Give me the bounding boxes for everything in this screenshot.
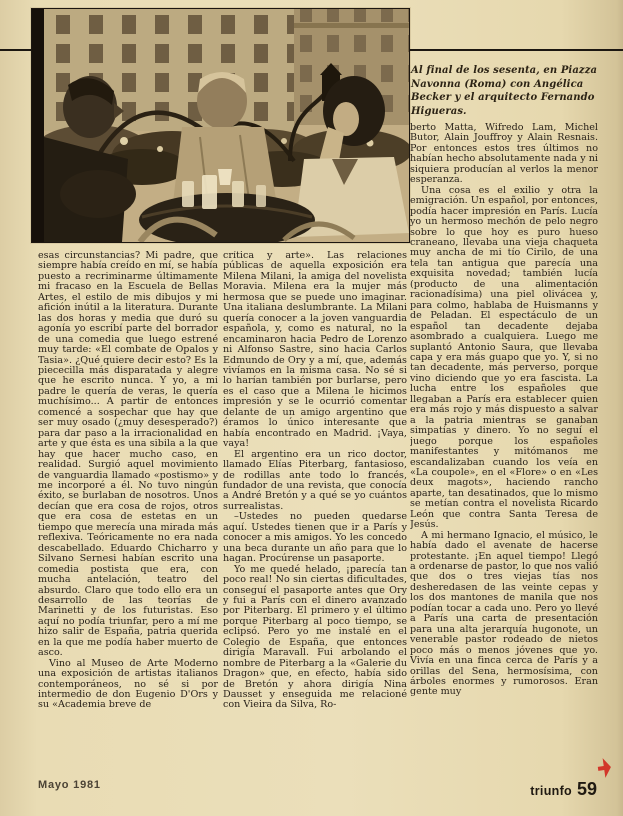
paragraph: crítica y arte». Las relaciones públicas de aquella exposición era Milena Milani, la amiga del novelista Moravia. Milena era la mujer más hermosa que se puede uno imaginar. Una italiana deslumbrante. La Milani quería conocer a la joven vanguardia española, y, como es natural, no la encaminaron hacia Pedro de Lorenzo ni Alfonso Sastre, sino hacia Carlos Edmundo de Ory y a mí, que, además vivíamos en la misma casa. No sé si lo harían también por burlarse, pero es el caso que a Milena le hicimos impresión y se le ocurrió comentar delante de un amigo argentino que éramos lo único interesante que había encontrado en Madrid. ¡Vaya, vaya!: [223, 251, 407, 450]
paragraph: Yo me quedé helado, ¡parecía tan poco real! No sin ciertas dificultades, conseguí el pasaporte antes que Ory y fui a París con el dinero avanzado por Piterbarg. El primero y el último porque Piterbarg al poco tiempo, se eclipsó. Pero yo me instalé en el Colegio de España, que entonces dirigía Maravall. Fui arbolando el nombre de Piterbarg a la «Galerie du Dragon» que, en efecto, había sido de Bretón y ahora dirigía Nina Dausset y enseguida me relacioné con Vieira da Silva, Ro-: [223, 563, 407, 711]
article-column-3: [410, 123, 598, 777]
page-number: 59: [576, 779, 597, 799]
paragraph: berto Matta, Wifredo Lam, Michel Butor, Alain Jouffroy y Alain Resnais. Por entonces estos tres últimos no habían hecho absolutamente nada y ni siquiera producían al verlos la menor esperanza.: [410, 123, 598, 186]
paragraph: –Ustedes no pueden quedarse aquí. Ustedes tienen que ir a París y conocer a mis amigos. Yo les concedo una beca durante un año para que lo hagan. Procúrense un pasaporte.: [223, 511, 407, 565]
paragraph: Vino al Museo de Arte Moderno una exposición de artistas italianos contemporáneos, no sé si por intermedio de don Eugenio D'Ors y su «Academia breve de: [38, 657, 218, 711]
paragraph: A mi hermano Ignacio, el músico, le había dado el avenate de hacerse protestante. ¡En aquel tiempo! Llegó a ordenarse de pastor, lo que nos valió que dos o tres viejas tías nos desheredasen de las veinte cepas y los dos mantones de manila que nos podían tocar a cada uno. Pero yo llevé a París una carta de presentación para una alta jerarquía hugonote, un venerable pastor rodeado de nietos poco más o menos jóvenes que yo. Vivía en una finca cerca de París y a orillas del Sena, hermosísima, con árboles enormes y rumorosos. Eran gente muy: [410, 529, 598, 698]
issue-date: Mayo 1981: [38, 779, 101, 791]
magazine-name: triunfo: [530, 784, 572, 798]
article-column-1: [38, 251, 218, 771]
photo-edge-bar: [32, 9, 44, 242]
photo-caption: Al final de los sesenta, en Piazza Navonna (Roma) con Angélica Becker y el arquitecto Fernando Higueras.: [411, 65, 598, 117]
paragraph: El argentino era un rico doctor, llamado Elías Piterbarg, fantasioso, de rodillas ante todo lo francés, fundador de una revista, que conocía a André Bretón y a qué se yo cuántos surrealistas.: [223, 448, 407, 512]
paragraph: Una cosa es el exilio y otra la emigración. Un español, por entonces, podía hacer impresión en París. Lucía yo un hermoso mechón de pelo negro sobre lo que hoy es puro hueso craneano, llevaba una vieja chaqueta muy ancha de mi tío Cirilo, de una tela tan antigua que parecía una exquisita novedad; también lucía (producto de una alimentación racionadísima) una piel olivácea y, para colmo, hablaba de Huismanns y de Peladan. El espectáculo de un español tan decadente dejaba asombrado a cualquiera. Luego me suplantó Antonio Saura, que llevaba capa y era más guapo que yo. Y, si no tan decadente, más perverso, porque vino diciendo que yo era fascista. La lucha entre los españoles que llegaban a París era establecer quien era más rojo y más dispuesto a salvar a la patria mientras se ganaban simpatías y dinero. Yo no seguí el juego porque los españoles manifestantes y mitómanos me escandalizaban cuando los veía en «La coupole», en el «Flore» o en «Les deux magots», haciendo rancho aparte, tan desatinados, que lo mismo se metían contra el novelista Ricardo León que contra Santa Teresa de Jesús.: [410, 184, 598, 531]
cafe-photo: [31, 8, 410, 243]
continuation-arrow-icon: [596, 756, 612, 780]
article-column-2: [223, 251, 407, 771]
left-margin-rule: [0, 49, 31, 51]
cafe-photo-illustration: [32, 9, 409, 242]
right-margin-rule: [409, 49, 623, 51]
magazine-footer: [420, 779, 597, 800]
paragraph: esas circunstancias? Mi padre, que siempre había creído en mí, se había puesto a recriminarme últimamente mi fracaso en la Escuela de Bellas Artes, el estilo de mis dibujos y mi afición inútil a la literatura. Durante las dos horas y media que duró su agonía yo escribí parte del borrador de una comedia que luego estrené muy tarde: «El combate de Opalos y Tasia». ¿Qué quiere decir esto? Es la piececilla más disparatada y alegre que he escrito nunca. Y yo, a mi padre le quería de veras, le quería muchísimo... A partir de entonces comencé a sospechar que hay que ser muy osado (¿muy desesperado?) para dar paso a la irracionalidad en arte y que ésta es una sibila a la que hay que hacer mucho caso, en realidad. Surgió aquel movimiento de vanguardia llamado «postismo» y me incorporé a él. No tuvo ningún éxito, se burlaban de nosotros. Unos decían que era cosa de rojos, otros que era cosa de estetas en un tiempo que merecía una mirada más reflexiva. Teóricamente no era nada descabellado. Eduardo Chicharro y Silvano Sernesi habían escrito una comedia postista que era, con mucha antelación, teatro del absurdo. Claro que todo ello era un desarrollo de las teorías de Marinetti y de los futuristas. Eso aquí no podía triunfar, pero a mí me hizo salir de España, patria querida en la que me podía haber muerto de asco.: [38, 251, 218, 659]
